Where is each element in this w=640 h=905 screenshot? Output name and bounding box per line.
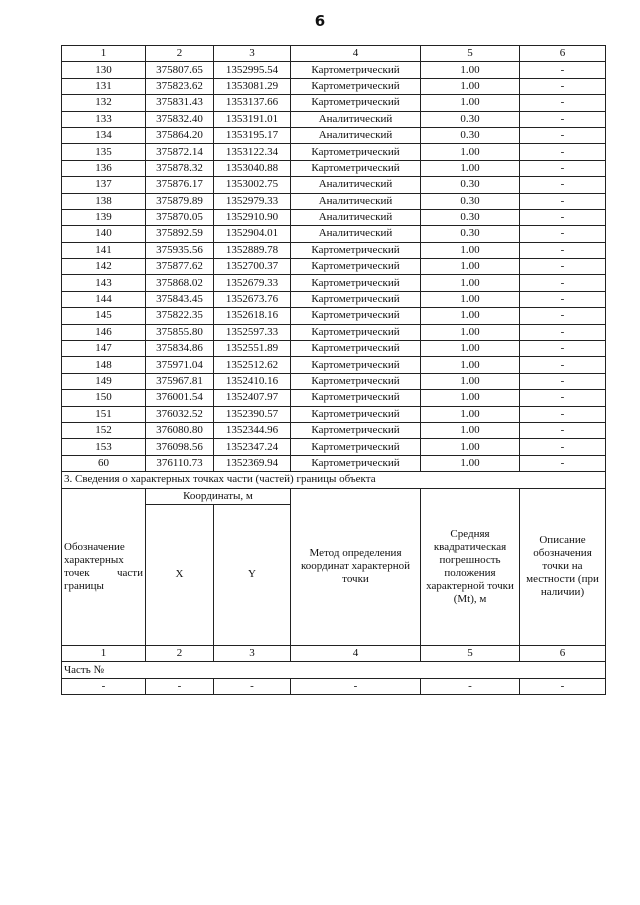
- table-row: [62, 455, 606, 471]
- table-cell: 1.00: [421, 390, 520, 406]
- table-cell: 1352347.24: [214, 439, 291, 455]
- table1-body: [62, 46, 606, 472]
- table-row: [62, 209, 606, 225]
- table-cell: 146: [62, 324, 146, 340]
- column-number: 2: [146, 645, 214, 661]
- table-cell: Картометрический: [291, 357, 421, 373]
- table-cell: 1353195.17: [214, 127, 291, 143]
- table-cell: Картометрический: [291, 406, 421, 422]
- table-cell: 0.30: [421, 127, 520, 143]
- table-cell: 1352597.33: [214, 324, 291, 340]
- table-cell: Аналитический: [291, 177, 421, 193]
- table-cell: -: [520, 177, 606, 193]
- part-label: Часть №: [62, 662, 606, 678]
- table-cell: 1352700.37: [214, 259, 291, 275]
- table-cell: Аналитический: [291, 226, 421, 242]
- table-row: [62, 160, 606, 176]
- table-cell: 133: [62, 111, 146, 127]
- boundary-points-table: [61, 45, 606, 695]
- table-cell: 375834.86: [146, 341, 214, 357]
- table-cell: 1352979.33: [214, 193, 291, 209]
- table-cell: -: [520, 275, 606, 291]
- table-cell: 376098.56: [146, 439, 214, 455]
- table-cell: 1352889.78: [214, 242, 291, 258]
- table-cell: -: [291, 678, 421, 694]
- table-cell: 0.30: [421, 209, 520, 225]
- table-cell: 376080.80: [146, 422, 214, 438]
- table-cell: Картометрический: [291, 439, 421, 455]
- column-number: 3: [214, 46, 291, 62]
- table-cell: 1352551.89: [214, 341, 291, 357]
- table-row: [62, 390, 606, 406]
- table-cell: 1.00: [421, 324, 520, 340]
- coordinates-header: Координаты, м: [146, 488, 291, 504]
- table-cell: 375872.14: [146, 144, 214, 160]
- table-cell: 1.00: [421, 308, 520, 324]
- section3-title: 3. Сведения о характерных точках части (частей) границы объекта: [62, 472, 606, 488]
- table-cell: 151: [62, 406, 146, 422]
- designation-line-3: [64, 567, 143, 580]
- table-cell: Картометрический: [291, 422, 421, 438]
- table-cell: Картометрический: [291, 308, 421, 324]
- designation-word-part: части: [117, 566, 143, 579]
- table-cell: 149: [62, 373, 146, 389]
- table-cell: -: [520, 291, 606, 307]
- table-cell: -: [214, 678, 291, 694]
- table-cell: 0.30: [421, 193, 520, 209]
- table-cell: 134: [62, 127, 146, 143]
- table-row: [62, 193, 606, 209]
- table-cell: 0.30: [421, 226, 520, 242]
- table-cell: Картометрический: [291, 324, 421, 340]
- table-cell: 1352407.97: [214, 390, 291, 406]
- table-cell: Картометрический: [291, 275, 421, 291]
- table-cell: -: [520, 341, 606, 357]
- table-cell: 376032.52: [146, 406, 214, 422]
- table-cell: 1.00: [421, 259, 520, 275]
- accuracy-header: Средняя квадратическая погрешность положения характерной точки (Mt), м: [421, 488, 520, 645]
- table-cell: 147: [62, 341, 146, 357]
- column-number: 3: [214, 645, 291, 661]
- table-cell: 1.00: [421, 341, 520, 357]
- table-row: [62, 259, 606, 275]
- table-cell: 1.00: [421, 406, 520, 422]
- table-cell: 1.00: [421, 78, 520, 94]
- table-cell: 376001.54: [146, 390, 214, 406]
- table-cell: 1.00: [421, 144, 520, 160]
- table-cell: 132: [62, 95, 146, 111]
- column-number-row: [62, 46, 606, 62]
- table-cell: 1.00: [421, 275, 520, 291]
- column-number: 6: [520, 645, 606, 661]
- table-row: [62, 111, 606, 127]
- table-cell: -: [520, 308, 606, 324]
- table-cell: 144: [62, 291, 146, 307]
- table-cell: 375876.17: [146, 177, 214, 193]
- column-number: 6: [520, 46, 606, 62]
- table-cell: 375831.43: [146, 95, 214, 111]
- table-cell: 375864.20: [146, 127, 214, 143]
- table-cell: 1353137.66: [214, 95, 291, 111]
- table-cell: -: [146, 678, 214, 694]
- table-cell: 375843.45: [146, 291, 214, 307]
- table-cell: Аналитический: [291, 111, 421, 127]
- table-cell: -: [520, 439, 606, 455]
- table-cell: -: [520, 78, 606, 94]
- table-row: [62, 226, 606, 242]
- description-header: Описание обозначения точки на местности (при наличии): [520, 488, 606, 645]
- table-cell: -: [520, 127, 606, 143]
- table-cell: Картометрический: [291, 144, 421, 160]
- table-cell: -: [520, 62, 606, 78]
- table-cell: 1352369.94: [214, 455, 291, 471]
- table-cell: -: [520, 357, 606, 373]
- table-cell: Картометрический: [291, 78, 421, 94]
- method-header: Метод определения координат характерной точки: [291, 488, 421, 645]
- table-cell: 375822.35: [146, 308, 214, 324]
- table-cell: Аналитический: [291, 209, 421, 225]
- table-cell: -: [520, 209, 606, 225]
- table-cell: 139: [62, 209, 146, 225]
- table-cell: 375823.62: [146, 78, 214, 94]
- table-row: [62, 308, 606, 324]
- table-cell: 1352390.57: [214, 406, 291, 422]
- table-cell: 1.00: [421, 373, 520, 389]
- table-cell: Картометрический: [291, 390, 421, 406]
- table-cell: -: [520, 259, 606, 275]
- table-cell: 375870.05: [146, 209, 214, 225]
- section3-empty-row: [62, 678, 606, 694]
- table-cell: 1352410.16: [214, 373, 291, 389]
- table-row: [62, 275, 606, 291]
- table-row: [62, 95, 606, 111]
- table-cell: 375892.59: [146, 226, 214, 242]
- table-cell: 143: [62, 275, 146, 291]
- designation-line-2: характерных: [64, 553, 124, 566]
- table-row: [62, 324, 606, 340]
- table-row: [62, 127, 606, 143]
- designation-header: [62, 488, 146, 645]
- table-cell: 140: [62, 226, 146, 242]
- table-cell: Картометрический: [291, 242, 421, 258]
- table-cell: -: [520, 406, 606, 422]
- table-row: [62, 357, 606, 373]
- table-cell: -: [520, 422, 606, 438]
- table-cell: 1.00: [421, 455, 520, 471]
- table-cell: 150: [62, 390, 146, 406]
- table-cell: 1.00: [421, 160, 520, 176]
- table-cell: -: [520, 678, 606, 694]
- table-cell: 375935.56: [146, 242, 214, 258]
- table-cell: 1353040.88: [214, 160, 291, 176]
- table-cell: 376110.73: [146, 455, 214, 471]
- column-number: 5: [421, 46, 520, 62]
- table-cell: -: [520, 226, 606, 242]
- table-cell: 1352679.33: [214, 275, 291, 291]
- table-cell: 1353191.01: [214, 111, 291, 127]
- designation-word-points: точек: [64, 566, 90, 579]
- table-cell: 1352904.01: [214, 226, 291, 242]
- table-cell: Картометрический: [291, 373, 421, 389]
- table-cell: Аналитический: [291, 193, 421, 209]
- table-cell: 375868.02: [146, 275, 214, 291]
- table-cell: 1353122.34: [214, 144, 291, 160]
- table-cell: 1353081.29: [214, 78, 291, 94]
- table-cell: 141: [62, 242, 146, 258]
- table-cell: 148: [62, 357, 146, 373]
- table-row: [62, 439, 606, 455]
- table-cell: Картометрический: [291, 160, 421, 176]
- x-header: X: [146, 504, 214, 645]
- page-number: 6: [314, 12, 326, 30]
- table-row: [62, 242, 606, 258]
- table-cell: 1.00: [421, 439, 520, 455]
- table-cell: 1352910.90: [214, 209, 291, 225]
- table-cell: 1.00: [421, 62, 520, 78]
- table-row: [62, 341, 606, 357]
- table-cell: 142: [62, 259, 146, 275]
- table-cell: Картометрический: [291, 341, 421, 357]
- table-cell: 135: [62, 144, 146, 160]
- table-cell: Картометрический: [291, 62, 421, 78]
- table-cell: -: [62, 678, 146, 694]
- table-cell: 375878.32: [146, 160, 214, 176]
- table-row: [62, 62, 606, 78]
- table-cell: 1352344.96: [214, 422, 291, 438]
- section3-column-number-row: [62, 645, 606, 661]
- table-cell: 1352618.16: [214, 308, 291, 324]
- table-cell: 138: [62, 193, 146, 209]
- table-row: [62, 144, 606, 160]
- column-number: 1: [62, 645, 146, 661]
- table-cell: 152: [62, 422, 146, 438]
- table-cell: 131: [62, 78, 146, 94]
- column-number: 2: [146, 46, 214, 62]
- table-cell: 137: [62, 177, 146, 193]
- table-cell: 1352995.54: [214, 62, 291, 78]
- table-cell: -: [520, 111, 606, 127]
- table-row: [62, 291, 606, 307]
- table-cell: -: [520, 324, 606, 340]
- column-number: 4: [291, 46, 421, 62]
- table-cell: 375971.04: [146, 357, 214, 373]
- table-cell: 1.00: [421, 242, 520, 258]
- table-cell: 375855.80: [146, 324, 214, 340]
- table-cell: 375879.89: [146, 193, 214, 209]
- table-cell: 1.00: [421, 422, 520, 438]
- table-cell: 1352512.62: [214, 357, 291, 373]
- table-cell: -: [520, 144, 606, 160]
- table-row: [62, 373, 606, 389]
- table-cell: 136: [62, 160, 146, 176]
- table-row: [62, 78, 606, 94]
- table-cell: -: [520, 373, 606, 389]
- table-cell: -: [520, 242, 606, 258]
- table-cell: -: [520, 95, 606, 111]
- table-cell: 375967.81: [146, 373, 214, 389]
- table-cell: 145: [62, 308, 146, 324]
- column-number: 4: [291, 645, 421, 661]
- table-cell: 1.00: [421, 357, 520, 373]
- table-cell: -: [421, 678, 520, 694]
- table-cell: 1.00: [421, 291, 520, 307]
- table-cell: -: [520, 193, 606, 209]
- table-cell: 0.30: [421, 111, 520, 127]
- table-cell: 375807.65: [146, 62, 214, 78]
- table-cell: Картометрический: [291, 291, 421, 307]
- table-row: [62, 177, 606, 193]
- table-cell: Картометрический: [291, 95, 421, 111]
- table-cell: Картометрический: [291, 455, 421, 471]
- table-cell: 153: [62, 439, 146, 455]
- table-row: [62, 406, 606, 422]
- table-cell: -: [520, 455, 606, 471]
- designation-line-4: границы: [64, 579, 104, 592]
- table-cell: 130: [62, 62, 146, 78]
- y-header: Y: [214, 504, 291, 645]
- table-cell: -: [520, 390, 606, 406]
- table-cell: 60: [62, 455, 146, 471]
- table-cell: -: [520, 160, 606, 176]
- column-number: 1: [62, 46, 146, 62]
- table-cell: 0.30: [421, 177, 520, 193]
- table-row: [62, 422, 606, 438]
- column-number: 5: [421, 645, 520, 661]
- table-cell: Аналитический: [291, 127, 421, 143]
- designation-line-1: Обозначение: [64, 540, 125, 553]
- section3-body: [62, 472, 606, 695]
- table-cell: 375877.62: [146, 259, 214, 275]
- table-cell: 1352673.76: [214, 291, 291, 307]
- table-cell: 375832.40: [146, 111, 214, 127]
- table-cell: 1.00: [421, 95, 520, 111]
- table-cell: 1353002.75: [214, 177, 291, 193]
- table-cell: Картометрический: [291, 259, 421, 275]
